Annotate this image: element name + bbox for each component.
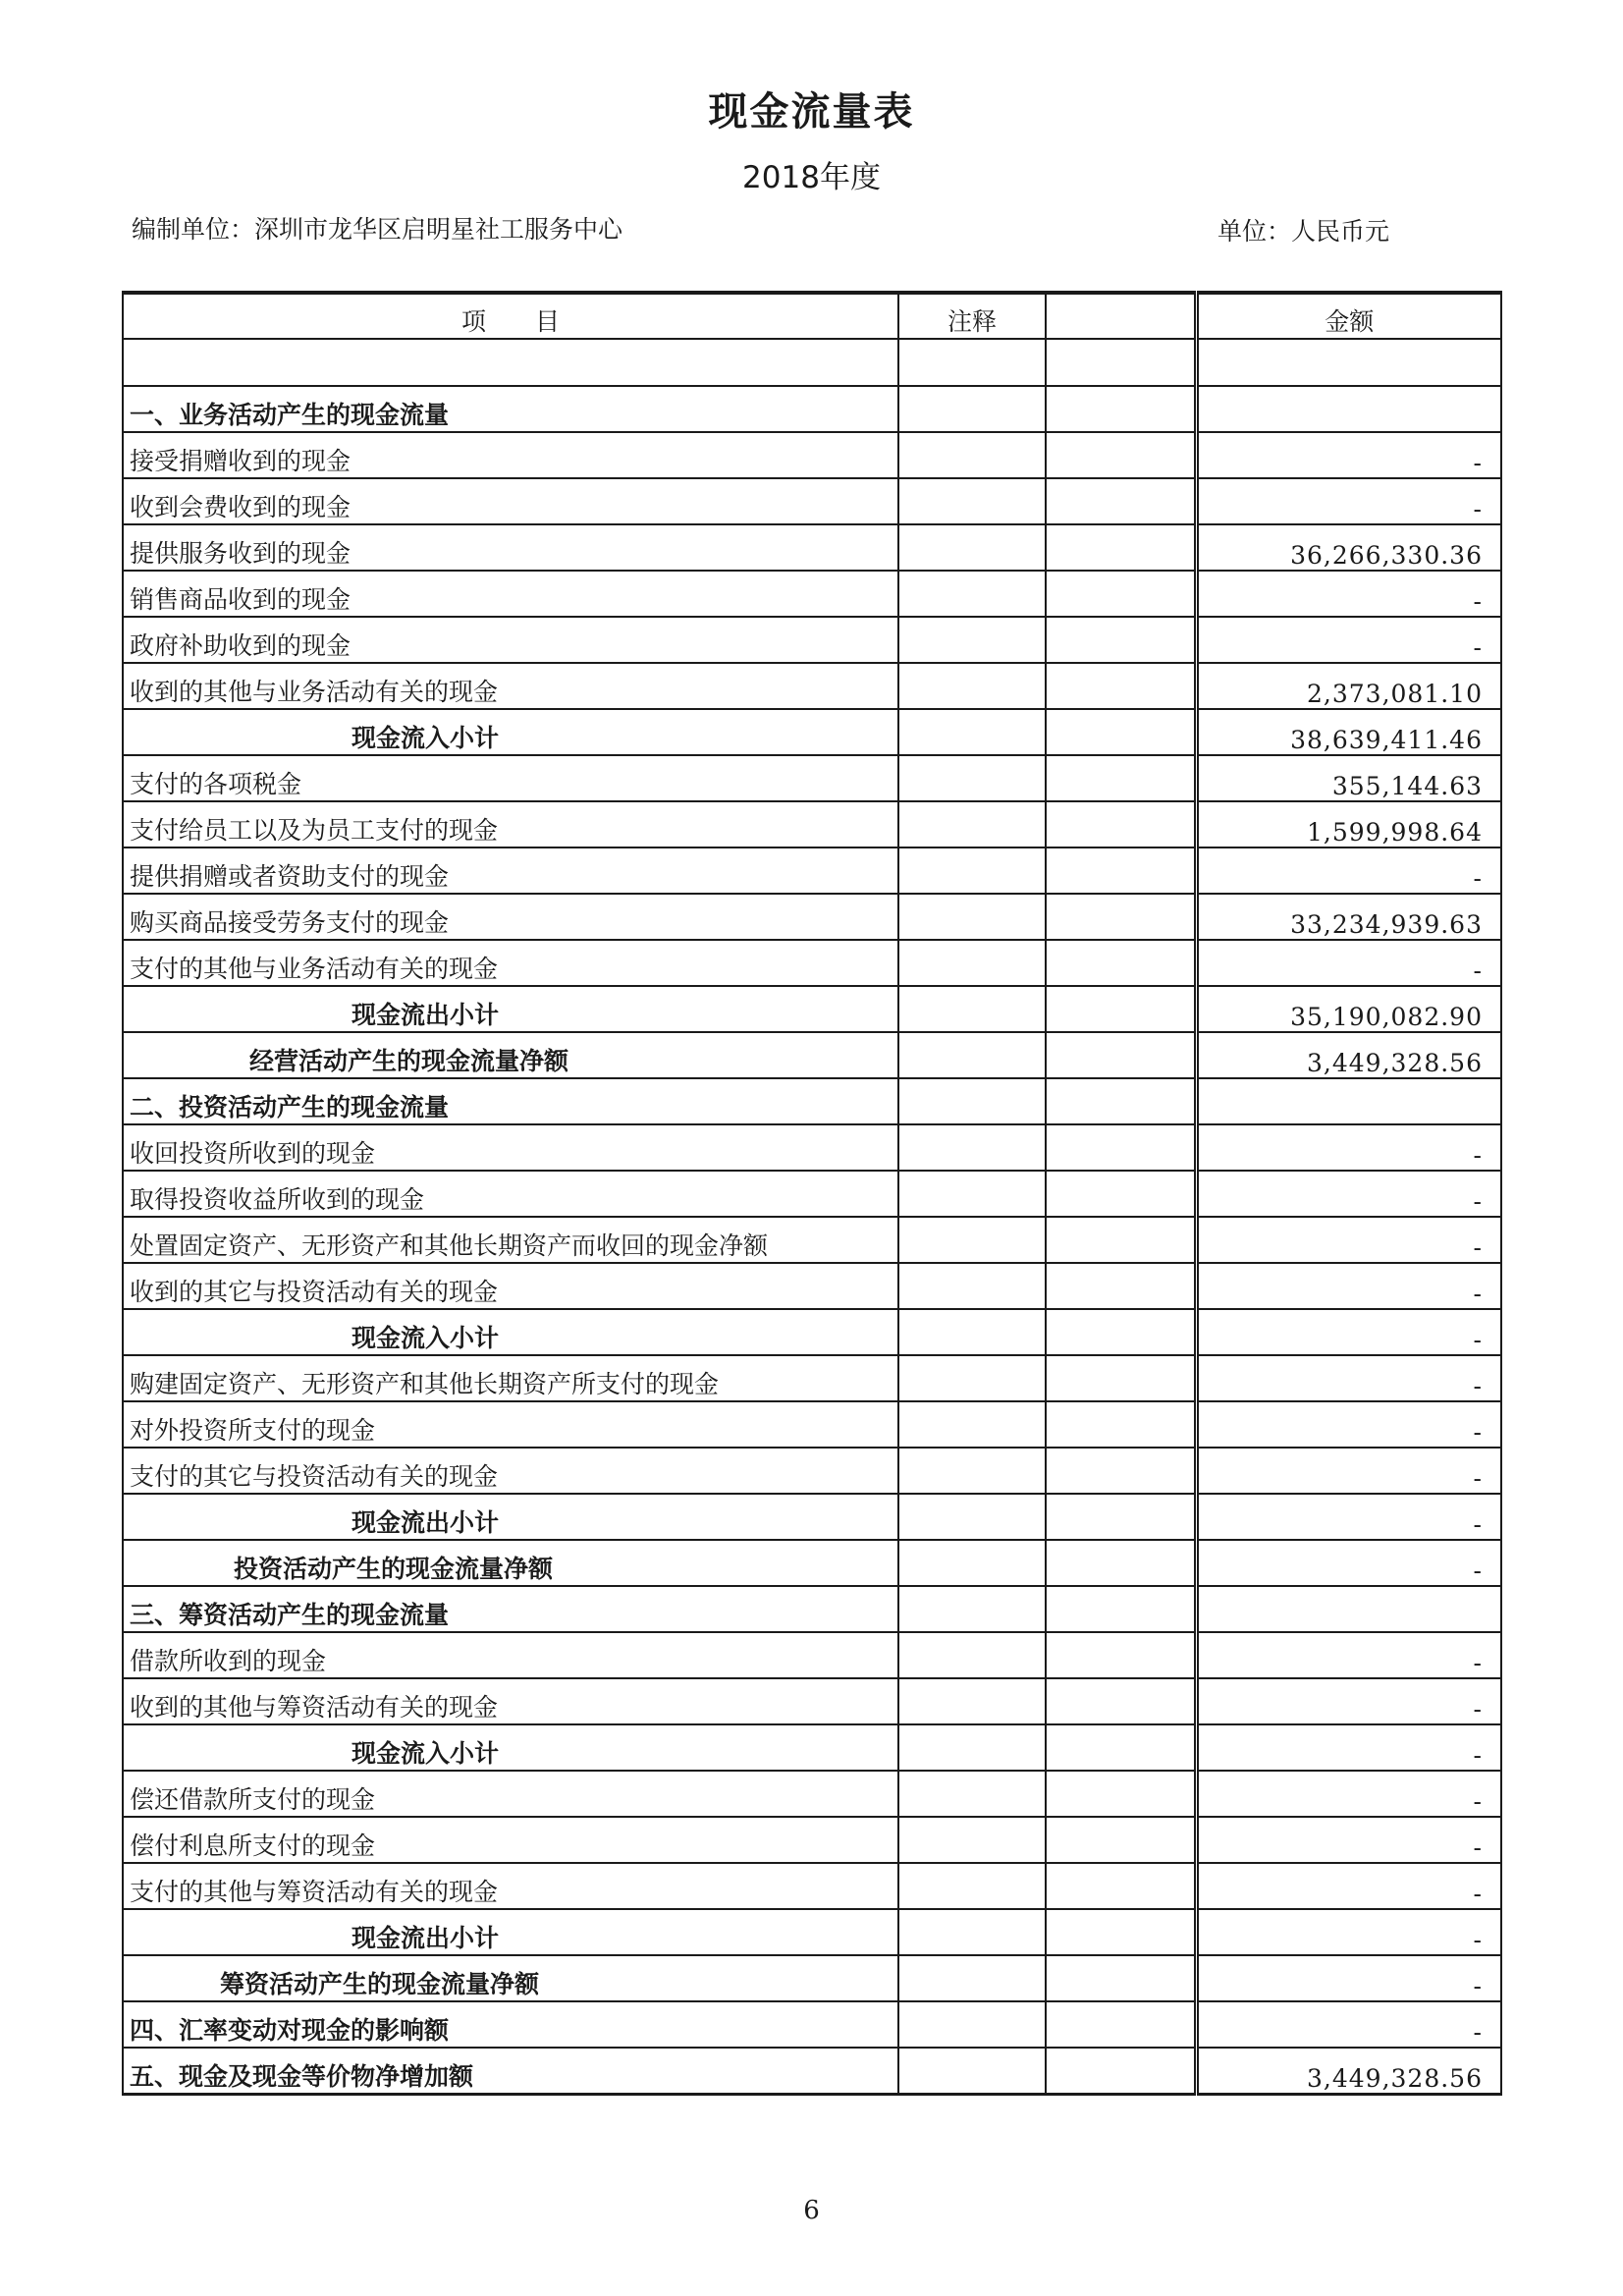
row-label: 现金流入小计 (123, 709, 898, 755)
row-amount: 36,266,330.36 (1196, 524, 1501, 571)
row-label: 筹资活动产生的现金流量净额 (123, 1955, 898, 2001)
row-label: 收到的其他与筹资活动有关的现金 (123, 1678, 898, 1724)
row-label: 支付的其他与业务活动有关的现金 (123, 940, 898, 986)
header-item: 项 目 (123, 293, 898, 339)
row-amount: 35,190,082.90 (1196, 986, 1501, 1032)
row-label: 支付的其他与筹资活动有关的现金 (123, 1863, 898, 1909)
row-amount: - (1196, 1909, 1501, 1955)
row-amount (1196, 1078, 1501, 1124)
net-total-row (123, 1032, 1501, 1078)
row-label: 借款所收到的现金 (123, 1632, 898, 1678)
row-label: 支付的其它与投资活动有关的现金 (123, 1448, 898, 1494)
table-row (123, 2001, 1501, 2048)
header-blank (1046, 293, 1196, 339)
row-label: 收到的其他与业务活动有关的现金 (123, 663, 898, 709)
row-label: 支付的各项税金 (123, 755, 898, 801)
row-amount: - (1196, 432, 1501, 478)
page-title: 现金流量表 (708, 89, 915, 135)
row-label: 对外投资所支付的现金 (123, 1401, 898, 1448)
row-label: 收到的其它与投资活动有关的现金 (123, 1263, 898, 1309)
row-label: 现金流出小计 (123, 986, 898, 1032)
subtotal-row (123, 1494, 1501, 1540)
row-amount: - (1196, 1171, 1501, 1217)
currency-unit: 单位：人民币元 (1217, 217, 1390, 246)
table-row (123, 1217, 1501, 1263)
row-label: 接受捐赠收到的现金 (123, 432, 898, 478)
row-amount: - (1196, 1124, 1501, 1171)
subtotal-row (123, 986, 1501, 1032)
table-row (123, 1355, 1501, 1401)
table-row (123, 1401, 1501, 1448)
subtotal-row (123, 1309, 1501, 1355)
table-row (123, 1078, 1501, 1124)
row-label: 一、业务活动产生的现金流量 (123, 386, 898, 432)
row-label: 政府补助收到的现金 (123, 617, 898, 663)
row-amount: - (1196, 940, 1501, 986)
report-period: 2018年度 (742, 160, 881, 195)
row-amount: - (1196, 1724, 1501, 1771)
row-amount (1196, 1586, 1501, 1632)
row-amount: - (1196, 1355, 1501, 1401)
net-total-row (123, 1955, 1501, 2001)
row-amount (1196, 386, 1501, 432)
table-row (123, 1678, 1501, 1724)
subtotal-row (123, 1724, 1501, 1771)
row-amount: - (1196, 2001, 1501, 2048)
table-row (123, 847, 1501, 894)
row-amount: - (1196, 571, 1501, 617)
row-label: 现金流入小计 (123, 1724, 898, 1771)
table-row (123, 663, 1501, 709)
subtotal-row (123, 1909, 1501, 1955)
row-label: 三、筹资活动产生的现金流量 (123, 1586, 898, 1632)
row-amount: 1,599,998.64 (1196, 801, 1501, 847)
row-label: 购买商品接受劳务支付的现金 (123, 894, 898, 940)
row-label: 取得投资收益所收到的现金 (123, 1171, 898, 1217)
table-row (123, 1632, 1501, 1678)
row-amount: - (1196, 1632, 1501, 1678)
table-row (123, 617, 1501, 663)
row-label: 四、汇率变动对现金的影响额 (123, 2001, 898, 2048)
row-label: 提供捐赠或者资助支付的现金 (123, 847, 898, 894)
row-amount: - (1196, 1494, 1501, 1540)
reporting-entity: 编制单位：深圳市龙华区启明星社工服务中心 (132, 215, 623, 244)
table-row (123, 571, 1501, 617)
row-label: 现金流入小计 (123, 1309, 898, 1355)
table-row (123, 478, 1501, 524)
table-row (123, 524, 1501, 571)
row-amount: 38,639,411.46 (1196, 709, 1501, 755)
table-row (123, 1863, 1501, 1909)
table-row (123, 432, 1501, 478)
table-row (123, 801, 1501, 847)
table-row (123, 1817, 1501, 1863)
table-row (123, 1448, 1501, 1494)
row-amount: - (1196, 1263, 1501, 1309)
table-row (123, 894, 1501, 940)
row-amount: - (1196, 1540, 1501, 1586)
row-label: 投资活动产生的现金流量净额 (123, 1540, 898, 1586)
table-row (123, 386, 1501, 432)
table-row (123, 1263, 1501, 1309)
row-amount: 355,144.63 (1196, 755, 1501, 801)
row-amount: - (1196, 478, 1501, 524)
row-label: 偿还借款所支付的现金 (123, 1771, 898, 1817)
row-amount: - (1196, 847, 1501, 894)
row-label: 提供服务收到的现金 (123, 524, 898, 571)
header-note: 注释 (898, 293, 1046, 339)
table-row (123, 2048, 1501, 2095)
row-label: 经营活动产生的现金流量净额 (123, 1032, 898, 1078)
table-row (123, 940, 1501, 986)
row-amount: - (1196, 1678, 1501, 1724)
row-label: 收回投资所收到的现金 (123, 1124, 898, 1171)
row-amount: - (1196, 1771, 1501, 1817)
row-amount: - (1196, 1448, 1501, 1494)
blank-row (123, 339, 1501, 386)
row-amount: - (1196, 1217, 1501, 1263)
table-row (123, 1771, 1501, 1817)
row-label: 收到会费收到的现金 (123, 478, 898, 524)
row-amount: - (1196, 1863, 1501, 1909)
row-label: 支付给员工以及为员工支付的现金 (123, 801, 898, 847)
net-total-row (123, 1540, 1501, 1586)
row-amount: 3,449,328.56 (1196, 2048, 1501, 2095)
header-amount: 金额 (1196, 293, 1501, 339)
table-row (123, 1171, 1501, 1217)
row-label: 现金流出小计 (123, 1909, 898, 1955)
row-amount: - (1196, 1309, 1501, 1355)
row-amount: - (1196, 1401, 1501, 1448)
row-amount: 2,373,081.10 (1196, 663, 1501, 709)
row-amount: - (1196, 617, 1501, 663)
row-amount: - (1196, 1817, 1501, 1863)
row-amount: - (1196, 1955, 1501, 2001)
row-amount: 3,449,328.56 (1196, 1032, 1501, 1078)
cash-flow-table (122, 291, 1502, 2096)
row-label: 购建固定资产、无形资产和其他长期资产所支付的现金 (123, 1355, 898, 1401)
subtotal-row (123, 709, 1501, 755)
row-label: 二、投资活动产生的现金流量 (123, 1078, 898, 1124)
table-row (123, 755, 1501, 801)
row-label: 偿付利息所支付的现金 (123, 1817, 898, 1863)
row-label: 现金流出小计 (123, 1494, 898, 1540)
row-label: 处置固定资产、无形资产和其他长期资产而收回的现金净额 (123, 1217, 898, 1263)
table-row (123, 1124, 1501, 1171)
table-row (123, 1586, 1501, 1632)
row-label: 销售商品收到的现金 (123, 571, 898, 617)
row-label: 五、现金及现金等价物净增加额 (123, 2048, 898, 2095)
table-header-row (123, 293, 1501, 339)
page-number: 6 (803, 2196, 820, 2225)
row-amount: 33,234,939.63 (1196, 894, 1501, 940)
